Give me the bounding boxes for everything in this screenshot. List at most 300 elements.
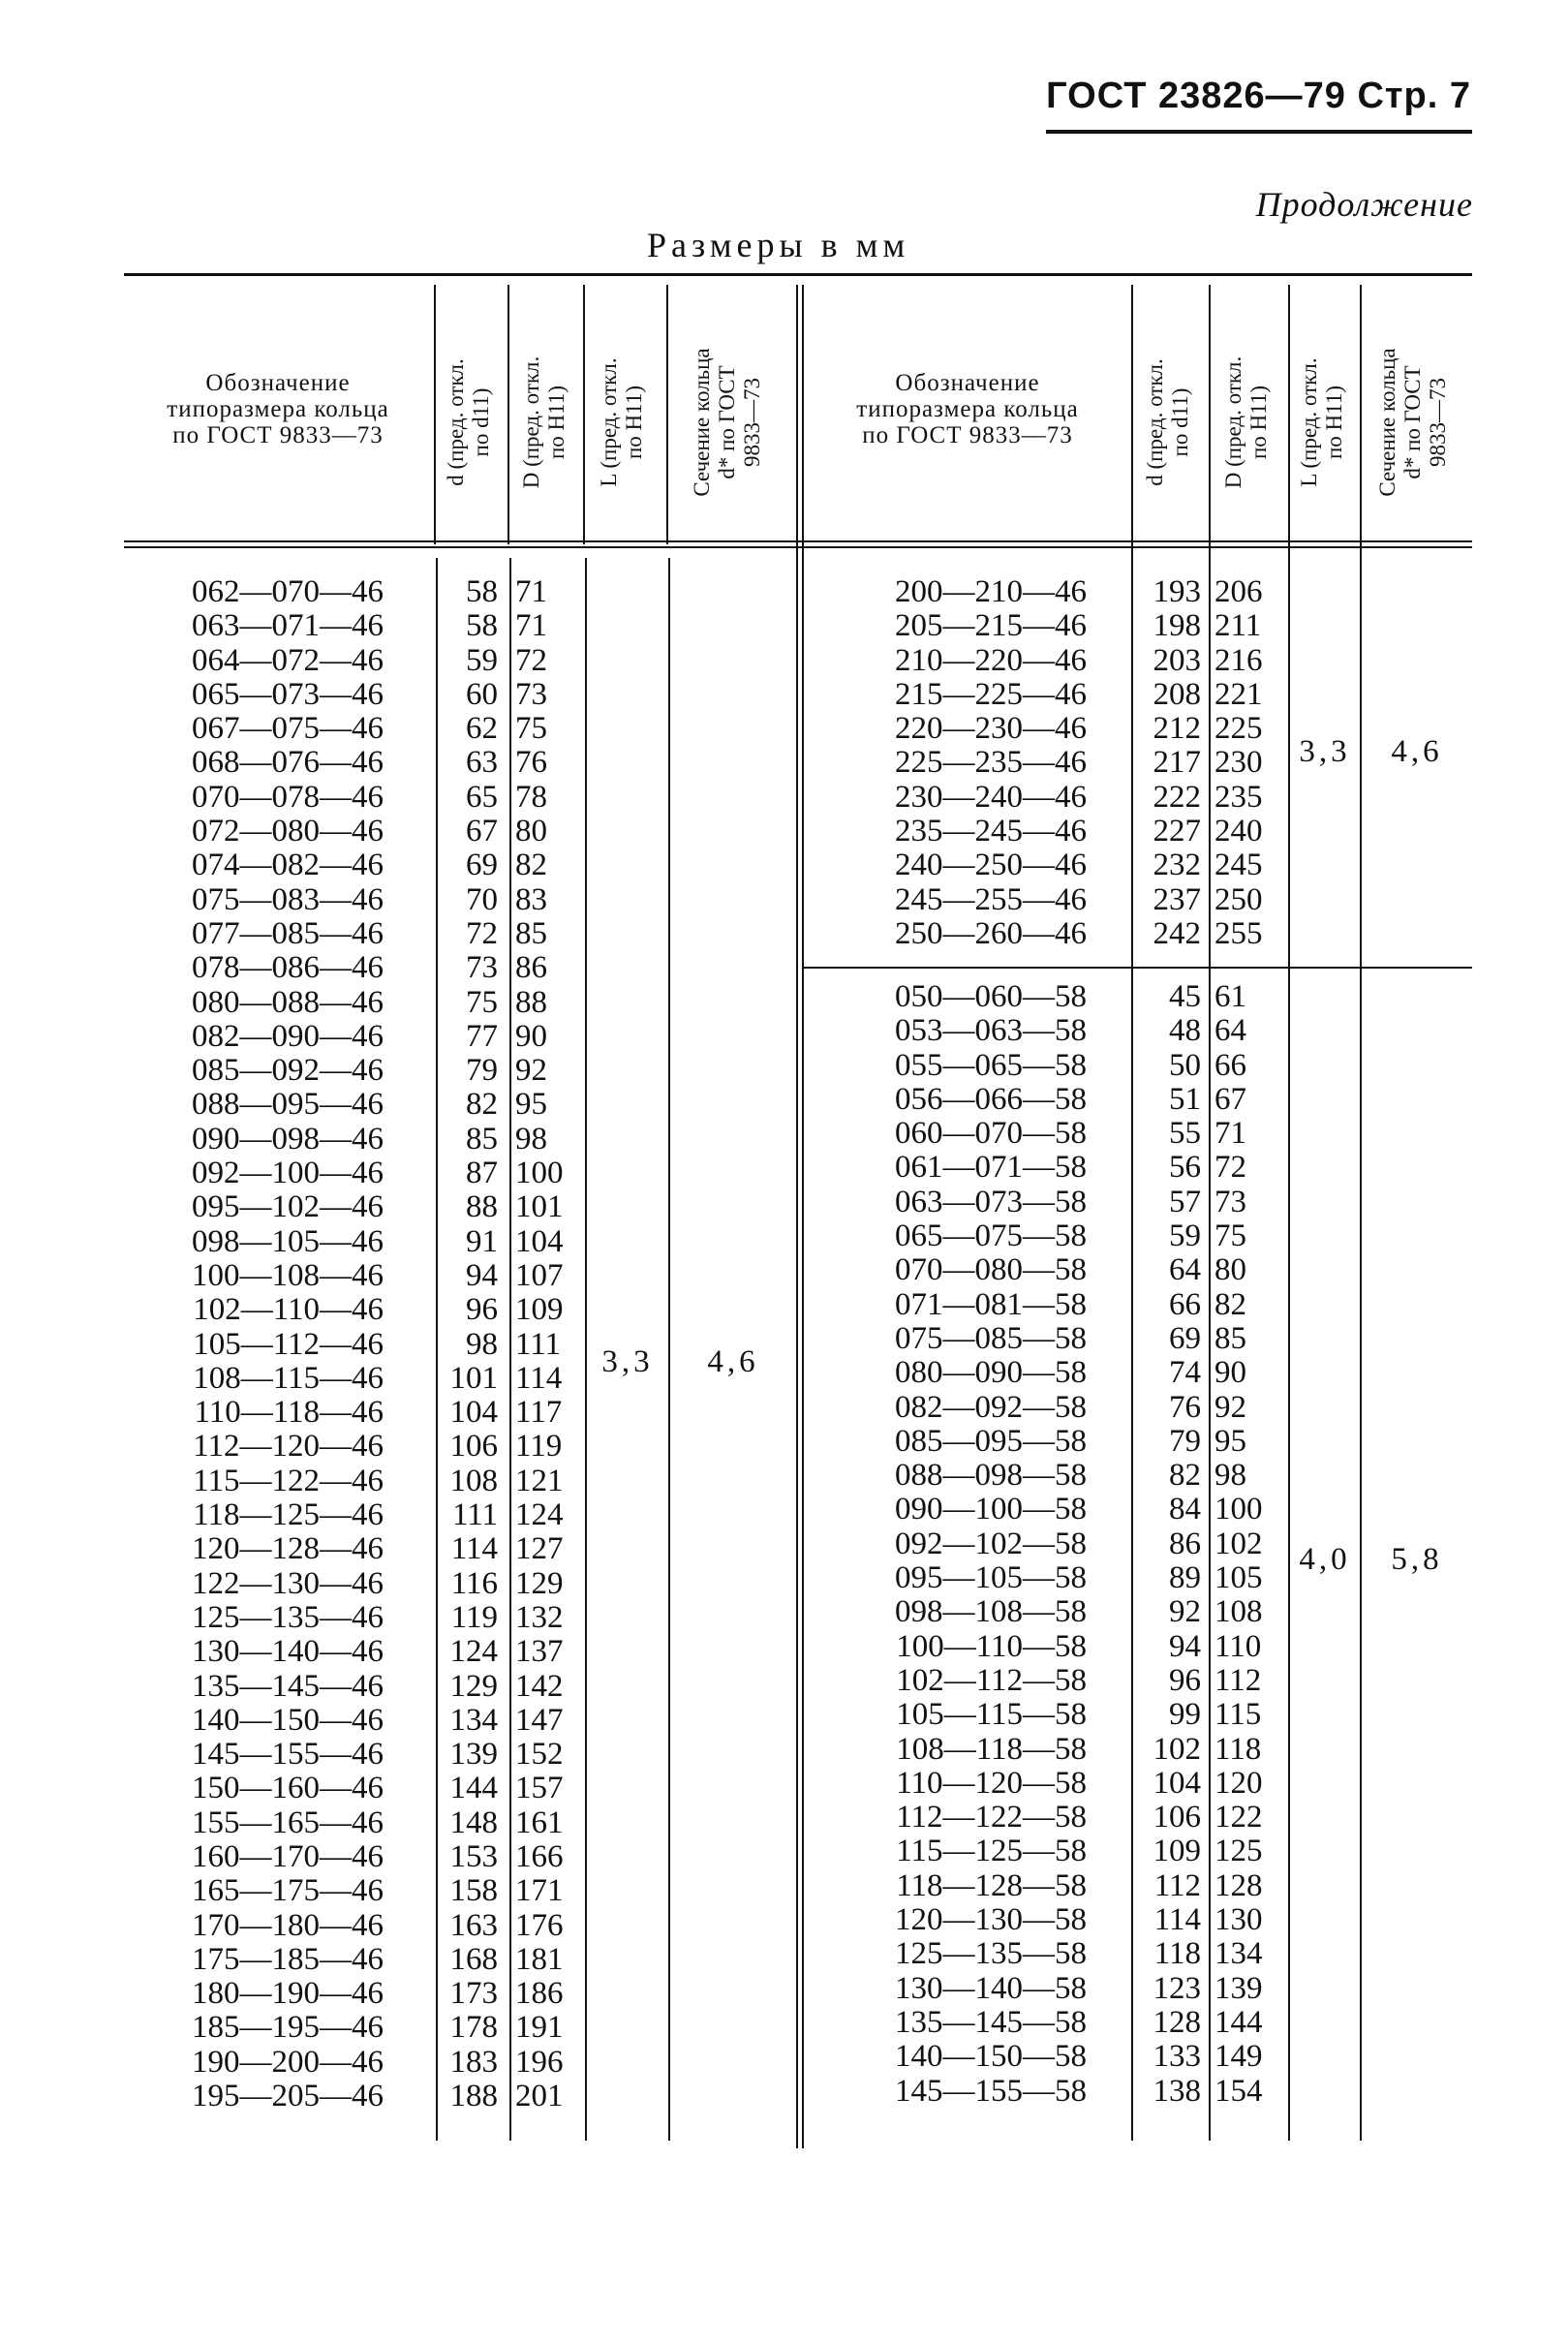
table-cell: 64 [1214,1013,1246,1049]
table-cell: 186 [515,1976,564,2012]
table-cell: 86 [1169,1526,1201,1561]
table-cell: 095—105—58 [895,1560,1087,1596]
table-cell: 098—108—58 [895,1594,1087,1630]
table-cell: 98 [466,1326,498,1362]
table-cell: 125—135—46 [192,1599,384,1635]
table-cell: 082—092—58 [895,1389,1087,1425]
table-cell: 58 [466,574,498,609]
table-cell: 114 [450,1531,498,1567]
table-cell: 90 [1214,1355,1246,1391]
right-group1-d-column [1133,575,1201,951]
table-cell: 235—245—46 [895,814,1087,849]
table-cell: 065—073—46 [192,676,384,712]
table-cell: 73 [466,950,498,986]
table-cell: 75 [515,711,547,747]
table-cell: 144 [449,1771,498,1806]
table-cell: 104 [515,1223,564,1259]
table-cell: 140—150—46 [192,1702,384,1738]
table-cell: 080—090—58 [895,1355,1087,1391]
table-cell: 171 [515,1873,564,1909]
table-cell: 56 [1169,1150,1201,1186]
table-cell: 127 [515,1531,564,1567]
table-cell: 80 [515,814,547,849]
table-cell: 118 [1153,1936,1201,1972]
continuation-label: Продолжение [1255,185,1473,224]
table-cell: 206 [1214,574,1263,609]
table-cell: 100 [515,1156,564,1191]
table-cell: 55 [1169,1116,1201,1152]
table-cell: 110 [1214,1628,1262,1664]
table-cell: 82 [1214,1286,1246,1322]
table-cell: 198 [1153,608,1201,644]
table-cell: 075—085—58 [895,1320,1087,1356]
table-cell: 134 [1214,1936,1263,1972]
table-cell: 106 [1153,1800,1201,1835]
table-cell: 062—070—46 [192,574,384,609]
table-cell: 79 [1169,1423,1201,1459]
table-cell: 72 [466,915,498,951]
table-cell: 067—075—46 [192,711,384,747]
table-cell: 235 [1214,779,1263,815]
table-cell: 73 [515,676,547,712]
table-cell: 196 [515,2044,564,2080]
left-L-value: 3,3 [601,1344,654,1379]
table-cell: 095—102—46 [192,1189,384,1225]
table-cell: 48 [1169,1013,1201,1049]
table-cell: 122—130—46 [192,1565,384,1601]
right-group2-D-column [1214,980,1282,2109]
table-cell: 145—155—58 [895,2073,1087,2109]
table-cell: 51 [1169,1081,1201,1117]
table-cell: 45 [1169,979,1201,1014]
right-group2-d-column [1133,980,1201,2109]
right-group2-designation-column [806,980,1087,2109]
header-L-right: L (пред. откл. по H11) [1297,357,1346,487]
table-cell: 139 [1214,1970,1263,2006]
table-cell: 118—128—58 [896,1867,1087,1903]
table-cell: 217 [1153,745,1201,781]
table-cell: 85 [515,915,547,951]
table-cell: 73 [1214,1184,1246,1219]
table-cell: 144 [1214,2004,1263,2040]
table-cell: 240 [1214,814,1263,849]
table-cell: 240—250—46 [895,848,1087,883]
table-cell: 173 [449,1976,498,2012]
table-cell: 115—125—58 [896,1834,1087,1869]
table-cell: 95 [515,1087,547,1123]
table-cell: 105—112—46 [193,1326,384,1362]
table-cell: 88 [515,984,547,1020]
table-cell: 072—080—46 [192,814,384,849]
table-cell: 201 [515,2079,564,2114]
table-cell: 130—140—58 [895,1970,1087,2006]
table-cell: 110—120—58 [896,1765,1087,1801]
page-header: ГОСТ 23826—79 Стр. 7 [1046,76,1471,116]
table-cell: 120 [1214,1765,1263,1801]
table-cell: 102 [1153,1731,1201,1767]
table-cell: 128 [1214,1867,1263,1903]
table-cell: 203 [1153,642,1201,678]
table-cell: 135—145—46 [192,1668,384,1704]
table-cell: 135—145—58 [895,2004,1087,2040]
group-divider-rule [804,967,1472,969]
table-cell: 195—205—46 [192,2079,384,2114]
table-cell: 160—170—46 [192,1838,384,1874]
table-cell: 178 [449,2010,498,2046]
table-cell: 147 [515,1702,564,1738]
table-cell: 69 [1169,1320,1201,1356]
table-cell: 129 [515,1565,564,1601]
table-cell: 163 [449,1907,498,1943]
header-D-left: D (пред. откл. по H11) [519,355,569,489]
col-sep [507,285,509,544]
table-cell: 86 [515,950,547,986]
table-cell: 59 [466,642,498,678]
table-cell: 95 [1214,1423,1246,1459]
table-cell: 60 [466,676,498,712]
table-cell: 114 [1153,1902,1201,1938]
left-section-value: 4,6 [707,1344,759,1379]
table-cell: 76 [515,745,547,781]
table-cell: 92 [1169,1594,1201,1630]
table-cell: 90 [515,1018,547,1054]
table-cell: 79 [466,1053,498,1089]
header-bottom-rule-2 [124,546,1472,548]
table-cell: 105 [1214,1560,1263,1596]
table-cell: 245—255—46 [895,881,1087,917]
table-cell: 70 [466,881,498,917]
table-cell: 71 [1214,1116,1246,1152]
table-cell: 153 [449,1838,498,1874]
table-cell: 100—108—46 [192,1257,384,1293]
middle-double-line [796,285,798,2148]
table-cell: 119 [450,1599,498,1635]
table-cell: 65 [466,779,498,815]
left-D-column [515,575,583,2113]
table-cell: 107 [515,1257,564,1293]
table-cell: 230—240—46 [895,779,1087,815]
table-cell: 222 [1153,779,1201,815]
table-cell: 105—115—58 [896,1697,1087,1733]
table-cell: 161 [515,1804,564,1840]
table-cell: 128 [1153,2004,1201,2040]
table-cell: 255 [1214,915,1263,951]
table-cell: 85 [1214,1320,1246,1356]
table-cell: 245 [1214,848,1263,883]
table-cell: 221 [1214,676,1263,712]
table-cell: 91 [466,1223,498,1259]
table-cell: 71 [515,608,547,644]
table-cell: 166 [515,1838,564,1874]
table-cell: 99 [1169,1697,1201,1733]
table-cell: 94 [1169,1628,1201,1664]
left-d-column [440,575,498,2113]
table-cell: 104 [1153,1765,1201,1801]
table-cell: 69 [466,848,498,883]
table-cell: 92 [515,1053,547,1089]
table-top-rule [124,273,1472,276]
table-cell: 225 [1214,711,1263,747]
table-cell: 140—150—58 [895,2039,1087,2075]
table-cell: 092—102—58 [895,1526,1087,1561]
table-cell: 82 [1169,1458,1201,1494]
table-cell: 92 [1214,1389,1246,1425]
col-sep [666,285,668,544]
table-cell: 72 [515,642,547,678]
table-cell: 216 [1214,642,1263,678]
table-cell: 77 [466,1018,498,1054]
table-cell: 75 [466,984,498,1020]
table-cell: 64 [1169,1252,1201,1288]
table-cell: 092—100—46 [192,1156,384,1191]
table-cell: 142 [515,1668,564,1704]
table-cell: 108 [449,1463,498,1498]
col-sep [434,285,436,544]
table-cell: 112—122—58 [896,1800,1087,1835]
left-designation-column [124,575,384,2113]
table-cell: 183 [449,2044,498,2080]
table-cell: 67 [1214,1081,1246,1117]
table-cell: 085—092—46 [192,1053,384,1089]
table-cell: 188 [449,2079,498,2114]
table-cell: 120—130—58 [895,1902,1087,1938]
table-cell: 72 [1214,1150,1246,1186]
table-cell: 074—082—46 [192,848,384,883]
table-cell: 115—122—46 [193,1463,384,1498]
table-cell: 101 [515,1189,564,1225]
table-cell: 075—083—46 [192,881,384,917]
table-cell: 124 [449,1634,498,1670]
table-cell: 068—076—46 [192,745,384,781]
table-cell: 088—098—58 [895,1458,1087,1494]
header-L-left: L (пред. откл. по H11) [597,357,646,487]
table-cell: 108—115—46 [193,1360,384,1396]
table-cell: 102—110—46 [193,1292,384,1328]
table-cell: 053—063—58 [895,1013,1087,1049]
table-cell: 190—200—46 [192,2044,384,2080]
table-cell: 89 [1169,1560,1201,1596]
table-cell: 109 [515,1292,564,1328]
table-cell: 125 [1214,1834,1263,1869]
table-cell: 78 [515,779,547,815]
table-cell: 208 [1153,676,1201,712]
table-cell: 078—086—46 [192,950,384,986]
table-cell: 071—081—58 [895,1286,1087,1322]
table-cell: 116 [450,1565,498,1601]
right-group1-designation-column [806,575,1087,951]
table-cell: 137 [515,1634,564,1670]
table-cell: 114 [515,1360,563,1396]
table-cell: 180—190—46 [192,1976,384,2012]
table-cell: 090—100—58 [895,1492,1087,1527]
table-cell: 130 [1214,1902,1263,1938]
table-cell: 76 [1169,1389,1201,1425]
table-cell: 050—060—58 [895,979,1087,1014]
table-cell: 056—066—58 [895,1081,1087,1117]
table-cell: 070—078—46 [192,779,384,815]
table-cell: 109 [1153,1834,1201,1869]
table-cell: 065—075—58 [895,1218,1087,1254]
col-sep [1209,285,1211,2141]
table-cell: 168 [449,1941,498,1977]
table-cell: 98 [515,1121,547,1157]
table-cell: 62 [466,711,498,747]
table-cell: 98 [1214,1458,1246,1494]
table-cell: 96 [466,1292,498,1328]
col-sep [436,558,438,2141]
table-cell: 96 [1169,1662,1201,1698]
table-cell: 108—118—58 [896,1731,1087,1767]
table-cell: 112—120—46 [193,1429,384,1465]
table-cell: 83 [515,881,547,917]
table-cell: 150—160—46 [192,1771,384,1806]
table-cell: 165—175—46 [192,1873,384,1909]
table-cell: 085—095—58 [895,1423,1087,1459]
col-sep [583,285,585,544]
table-cell: 157 [515,1771,564,1806]
table-cell: 225—235—46 [895,745,1087,781]
table-cell: 71 [515,574,547,609]
col-sep [509,558,511,2141]
table-cell: 175—185—46 [192,1941,384,1977]
table-cell: 077—085—46 [192,915,384,951]
table-cell: 66 [1169,1286,1201,1322]
table-cell: 120—128—46 [192,1531,384,1567]
table-cell: 220—230—46 [895,711,1087,747]
table-cell: 74 [1169,1355,1201,1391]
table-cell: 50 [1169,1047,1201,1083]
table-cell: 100—110—58 [896,1628,1087,1664]
table-cell: 75 [1214,1218,1246,1254]
table-cell: 121 [515,1463,564,1498]
header-designation-right: Обозначение типоразмера кольца по ГОСТ 9833—73 [856,370,1079,448]
table-cell: 063—071—46 [192,608,384,644]
table-cell: 080—088—46 [192,984,384,1020]
header-d-left: d (пред. откл. по d11) [444,358,493,486]
table-cell: 155—165—46 [192,1804,384,1840]
table-cell: 80 [1214,1252,1246,1288]
table-cell: 125—135—58 [895,1936,1087,1972]
table-cell: 139 [449,1737,498,1773]
table-cell: 124 [515,1497,564,1533]
table-cell: 82 [466,1087,498,1123]
table-cell: 205—215—46 [895,608,1087,644]
header-section-left: Сечение кольца d* по ГОСТ 9833—73 [690,348,764,497]
table-cell: 230 [1214,745,1263,781]
header-section-right: Сечение кольца d* по ГОСТ 9833—73 [1375,348,1450,497]
right-group1-L-value: 3,3 [1299,734,1351,769]
col-sep [1360,285,1362,2141]
table-cell: 94 [466,1257,498,1293]
table-cell: 129 [449,1668,498,1704]
table-cell: 112 [1153,1867,1201,1903]
table-cell: 215—225—46 [895,676,1087,712]
table-cell: 232 [1153,848,1201,883]
table-cell: 104 [449,1395,498,1431]
table-cell: 149 [1214,2039,1263,2075]
table-cell: 185—195—46 [192,2010,384,2046]
right-group1-D-column [1214,575,1282,951]
table-cell: 132 [515,1599,564,1635]
table-cell: 118—125—46 [193,1497,384,1533]
table-cell: 115 [1214,1697,1262,1733]
table-cell: 59 [1169,1218,1201,1254]
header-D-right: D (пред. откл. по H11) [1221,355,1271,489]
table-cell: 100 [1214,1492,1263,1527]
table-cell: 123 [1153,1970,1201,2006]
table-cell: 145—155—46 [192,1737,384,1773]
table-cell: 227 [1153,814,1201,849]
table-cell: 102—112—58 [896,1662,1087,1698]
dimensions-table [124,273,1472,2148]
table-cell: 098—105—46 [192,1223,384,1259]
table-cell: 63 [466,745,498,781]
table-cell: 57 [1169,1184,1201,1219]
right-group2-L-value: 4,0 [1299,1542,1351,1577]
table-cell: 102 [1214,1526,1263,1561]
table-cell: 242 [1153,915,1201,951]
table-cell: 061—071—58 [895,1150,1087,1186]
table-cell: 170—180—46 [192,1907,384,1943]
table-cell: 101 [449,1360,498,1396]
table-cell: 063—073—58 [895,1184,1087,1219]
table-cell: 193 [1153,574,1201,609]
table-cell: 250—260—46 [895,915,1087,951]
table-cell: 134 [449,1702,498,1738]
table-cell: 119 [515,1429,563,1465]
table-cell: 118 [1214,1731,1262,1767]
table-cell: 250 [1214,881,1263,917]
table-cell: 117 [515,1395,563,1431]
units-caption: Размеры в мм [647,226,910,264]
table-cell: 61 [1214,979,1246,1014]
table-cell: 112 [1214,1662,1262,1698]
table-cell: 176 [515,1907,564,1943]
table-cell: 154 [1214,2073,1263,2109]
right-group2-section-value: 5,8 [1391,1542,1443,1577]
table-cell: 84 [1169,1492,1201,1527]
table-cell: 85 [466,1121,498,1157]
table-cell: 133 [1153,2039,1201,2075]
table-cell: 090—098—46 [192,1121,384,1157]
table-cell: 111 [515,1326,562,1362]
table-cell: 237 [1153,881,1201,917]
table-cell: 211 [1214,608,1262,644]
table-cell: 158 [449,1873,498,1909]
table-cell: 212 [1153,711,1201,747]
table-cell: 122 [1214,1800,1263,1835]
table-cell: 181 [515,1941,564,1977]
table-cell: 66 [1214,1047,1246,1083]
table-cell: 106 [449,1429,498,1465]
right-group1-section-value: 4,6 [1391,734,1443,769]
header-rule [1046,130,1472,134]
table-cell: 082—090—46 [192,1018,384,1054]
middle-double-line [802,285,804,2148]
table-cell: 82 [515,848,547,883]
table-cell: 191 [515,2010,564,2046]
table-cell: 148 [449,1804,498,1840]
table-cell: 138 [1153,2073,1201,2109]
table-cell: 110—118—46 [194,1395,384,1431]
header-designation-left: Обозначение типоразмера кольца по ГОСТ 9833—73 [167,370,389,448]
table-cell: 130—140—46 [192,1634,384,1670]
table-cell: 87 [466,1156,498,1191]
table-cell: 88 [466,1189,498,1225]
table-cell: 064—072—46 [192,642,384,678]
table-cell: 58 [466,608,498,644]
table-cell: 200—210—46 [895,574,1087,609]
